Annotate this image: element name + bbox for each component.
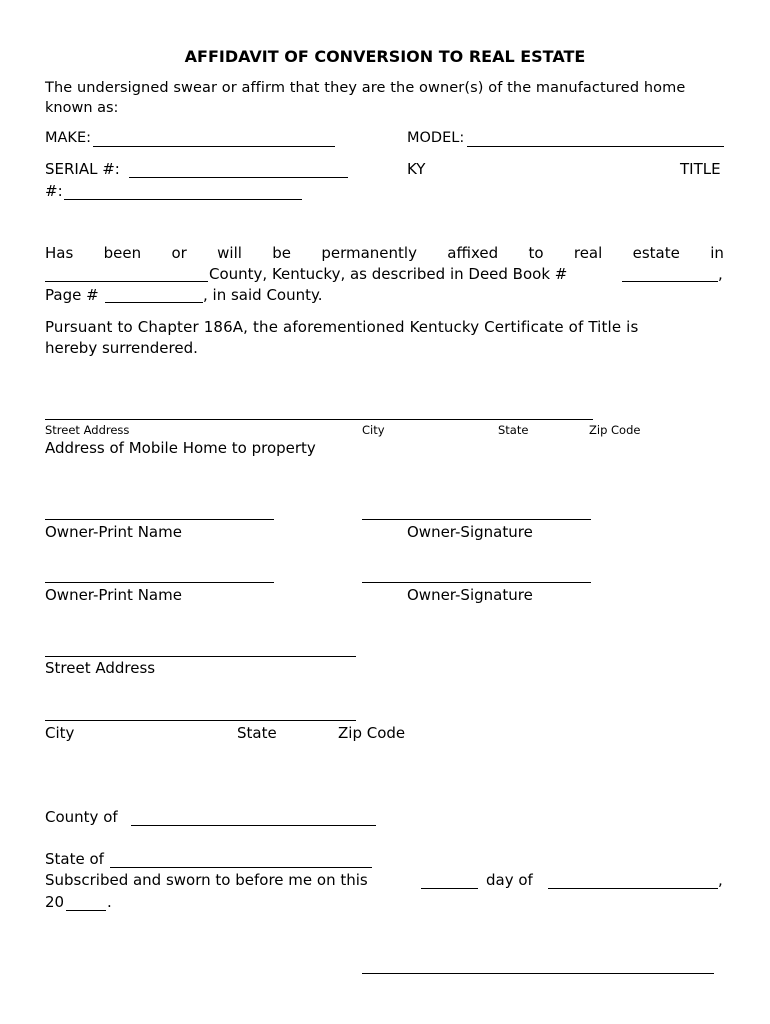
make-field[interactable]: [93, 146, 335, 147]
said-county-text: , in said County.: [203, 286, 323, 304]
county-of-field[interactable]: [131, 825, 376, 826]
owner-1-print-label: Owner-Print Name: [45, 523, 182, 541]
affix-word: estate: [632, 244, 680, 262]
title-number-field[interactable]: [64, 199, 302, 200]
model-field[interactable]: [467, 146, 724, 147]
affix-word: been: [103, 244, 142, 262]
owner-2-print-name-field[interactable]: [45, 582, 274, 583]
state-of-label: State of: [45, 850, 104, 868]
page-title: AFFIDAVIT OF CONVERSION TO REAL ESTATE: [184, 47, 586, 66]
day-of-text: day of: [486, 871, 533, 889]
affix-word: be: [272, 244, 291, 262]
mobile-home-address-field[interactable]: [45, 419, 593, 420]
year-prefix: 20: [45, 893, 65, 911]
county-field[interactable]: [45, 281, 208, 282]
owner-city-label: City: [45, 724, 75, 742]
address-street-label: Street Address: [45, 423, 130, 437]
deed-book-comma: ,: [718, 265, 723, 283]
affix-word: Has: [45, 244, 74, 262]
owner-2-signature-field[interactable]: [362, 582, 591, 583]
serial-field[interactable]: [129, 177, 348, 178]
make-label: MAKE:: [45, 130, 91, 146]
address-zip-label: Zip Code: [589, 423, 641, 437]
sworn-text: Subscribed and sworn to before me on this: [45, 871, 368, 889]
sworn-comma: ,: [718, 871, 723, 889]
page-number-field[interactable]: [105, 302, 203, 303]
intro-line-2: known as:: [45, 100, 119, 116]
affix-word: real: [573, 244, 603, 262]
owner-1-signature-label: Owner-Signature: [407, 523, 533, 541]
month-field[interactable]: [548, 888, 718, 889]
owner-zip-label: Zip Code: [338, 724, 406, 742]
owner-state-label: State: [237, 724, 277, 742]
affix-word: in: [710, 244, 724, 262]
affix-line-1: [45, 244, 724, 262]
year-field[interactable]: [66, 910, 106, 911]
deed-book-field[interactable]: [622, 281, 718, 282]
intro-line-1: The undersigned swear or affirm that they are the owner(s) of the manufactured home: [45, 80, 686, 96]
owner-street-address-field[interactable]: [45, 656, 356, 657]
owner-street-label: Street Address: [45, 659, 156, 677]
ky-label: KY: [407, 160, 426, 178]
affix-word: or: [171, 244, 187, 262]
address-caption: Address of Mobile Home to property: [45, 439, 316, 457]
serial-label: SERIAL #:: [45, 160, 120, 178]
year-period: .: [107, 893, 112, 911]
title-label: TITLE: [680, 160, 721, 178]
notary-signature-field[interactable]: [362, 973, 714, 974]
affix-word: permanently: [321, 244, 417, 262]
state-of-field[interactable]: [110, 867, 372, 868]
affix-word: affixed: [447, 244, 499, 262]
owner-2-signature-label: Owner-Signature: [407, 586, 533, 604]
affix-word: will: [217, 244, 242, 262]
page-number-label: Page #: [45, 286, 99, 304]
model-label: MODEL:: [407, 130, 465, 146]
owner-2-print-label: Owner-Print Name: [45, 586, 182, 604]
title-number-label: #:: [45, 182, 63, 200]
county-of-label: County of: [45, 808, 118, 826]
pursuant-line-1: Pursuant to Chapter 186A, the aforementioned Kentucky Certificate of Title is: [45, 318, 639, 336]
address-state-label: State: [498, 423, 529, 437]
owner-1-print-name-field[interactable]: [45, 519, 274, 520]
owner-city-state-zip-field[interactable]: [45, 720, 356, 721]
county-kentucky-text: County, Kentucky, as described in Deed Book #: [209, 265, 568, 283]
day-field[interactable]: [421, 888, 478, 889]
address-city-label: City: [362, 423, 385, 437]
pursuant-line-2: hereby surrendered.: [45, 339, 198, 357]
owner-1-signature-field[interactable]: [362, 519, 591, 520]
affix-word: to: [528, 244, 544, 262]
